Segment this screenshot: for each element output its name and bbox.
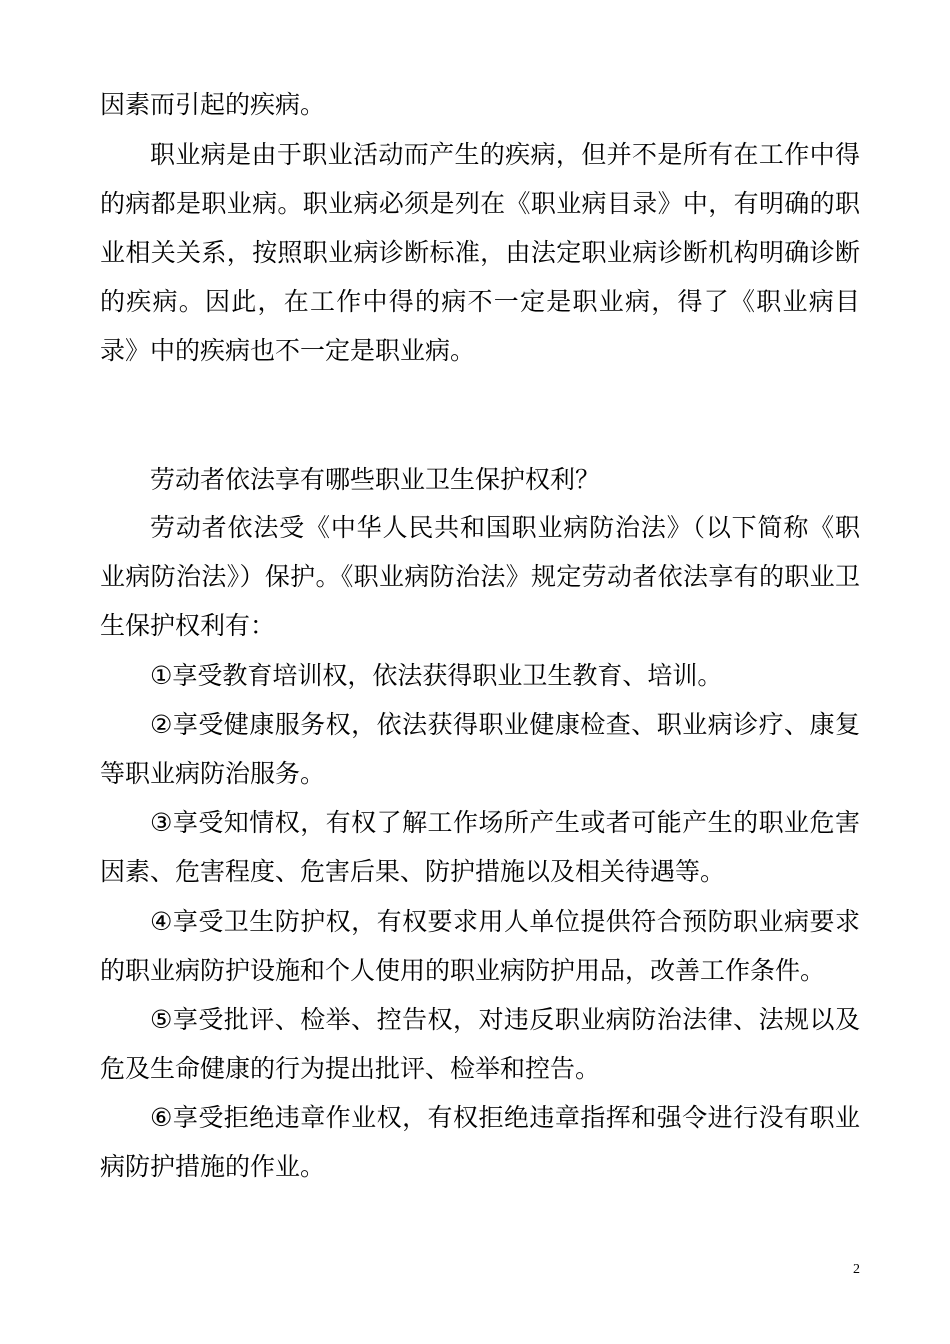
right-item-refusal: ⑥享受拒绝违章作业权，有权拒绝违章指挥和强令进行没有职业病防护措施的作业。 [100, 1103, 860, 1181]
right-item-protection: ④享受卫生防护权，有权要求用人单位提供符合预防职业病要求的职业病防护设施和个人使用的职业病防护用品，改善工作条件。 [100, 907, 860, 985]
right-item-criticism: ⑤享受批评、检举、控告权，对违反职业病防治法律、法规以及危及生命健康的行为提出批评、检举和控告。 [100, 1005, 860, 1083]
right-item-health-service: ②享受健康服务权，依法获得职业健康检查、职业病诊疗、康复等职业病防治服务。 [100, 710, 860, 788]
continuation-paragraph: 因素而引起的疾病。 [100, 90, 326, 119]
definition-paragraph: 职业病是由于职业活动而产生的疾病，但并不是所有在工作中得的病都是职业病。职业病必须是列在《职业病目录》中，有明确的职业相关关系，按照职业病诊断标准，由法定职业病诊断机构明确诊断的疾病。因此，在工作中得的病不一定是职业病，得了《职业病目录》中的疾病也不一定是职业病。 [100, 140, 860, 365]
intro-paragraph: 劳动者依法受《中华人民共和国职业病防治法》（以下简称《职业病防治法》）保护。《职业病防治法》规定劳动者依法享有的职业卫生保护权利有： [100, 513, 860, 640]
page-number: 2 [853, 1262, 860, 1277]
right-item-information: ③享受知情权，有权了解工作场所产生或者可能产生的职业危害因素、危害程度、危害后果、防护措施以及相关待遇等。 [100, 808, 860, 886]
section-question: 劳动者依法享有哪些职业卫生保护权利？ [150, 465, 601, 494]
right-item-education: ①享受教育培训权，依法获得职业卫生教育、培训。 [150, 661, 723, 690]
